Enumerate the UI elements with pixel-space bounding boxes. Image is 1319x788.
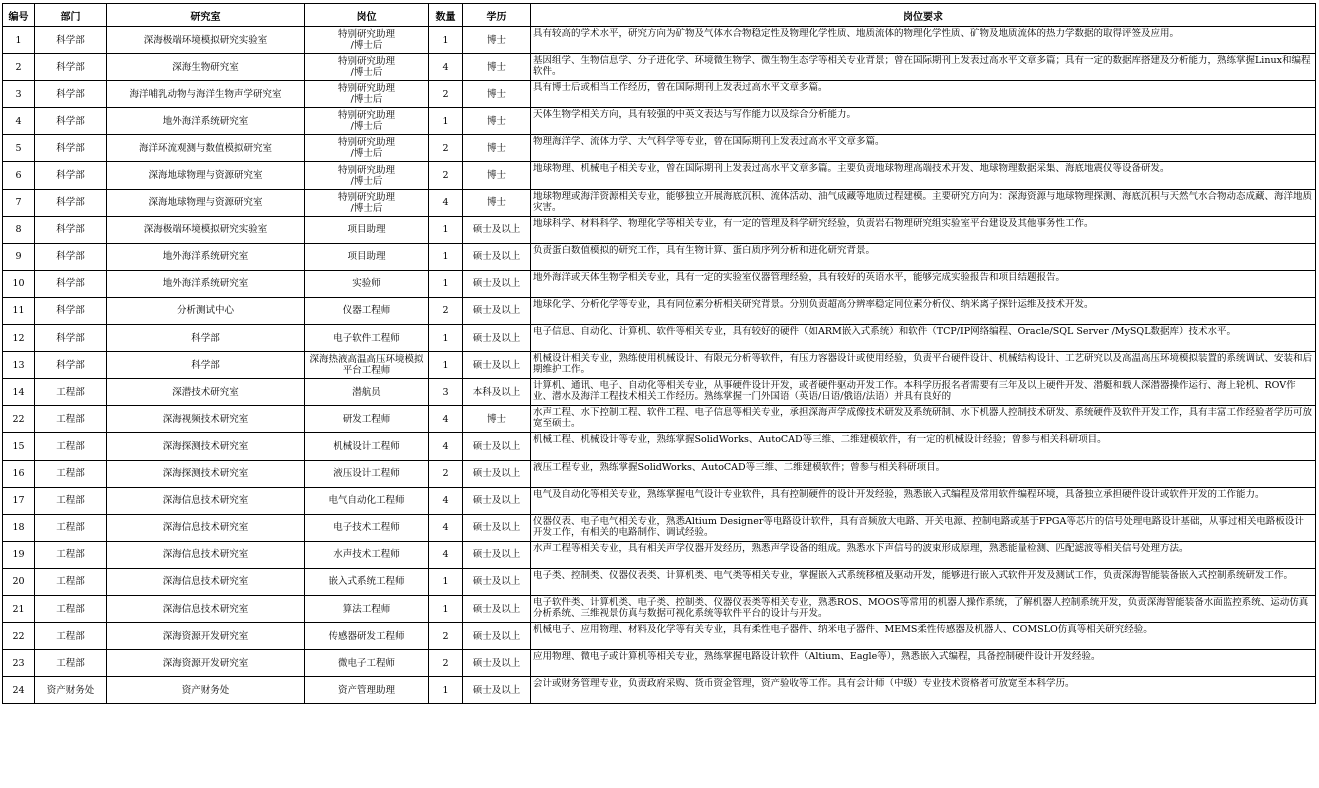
- cell-degree: 硕士及以上: [463, 487, 531, 514]
- table-row: [3, 189, 1316, 216]
- cell-no: 6: [3, 162, 35, 189]
- requirements-text: 地外海洋或天体生物学相关专业，具有一定的实验室仪器管理经验，具有较好的英语水平，能够完成实验报告和项目结题报告。: [533, 271, 1066, 283]
- header-position: 岗位: [305, 4, 429, 27]
- cell-position: 特别研究助理 /博士后: [305, 108, 429, 135]
- cell-no: 9: [3, 243, 35, 270]
- cell-requirements: [531, 433, 1316, 460]
- table-row: [3, 352, 1316, 379]
- cell-position: 电子软件工程师: [305, 325, 429, 352]
- table-row: [3, 325, 1316, 352]
- cell-lab: 科学部: [107, 352, 305, 379]
- header-dept: 部门: [35, 4, 107, 27]
- cell-count: 3: [429, 379, 463, 406]
- cell-degree: 博士: [463, 54, 531, 81]
- cell-degree: 博士: [463, 406, 531, 433]
- cell-count: 1: [429, 108, 463, 135]
- cell-count: 1: [429, 677, 463, 704]
- cell-count: 1: [429, 243, 463, 270]
- cell-requirements: [531, 216, 1316, 243]
- cell-degree: 博士: [463, 27, 531, 54]
- header-row: [3, 4, 1316, 27]
- cell-requirements: [531, 568, 1316, 595]
- cell-position: 电气自动化工程师: [305, 487, 429, 514]
- cell-position: 项目助理: [305, 216, 429, 243]
- cell-requirements: [531, 270, 1316, 297]
- cell-dept: 科学部: [35, 270, 107, 297]
- cell-lab: 深海信息技术研究室: [107, 487, 305, 514]
- cell-no: 16: [3, 460, 35, 487]
- table-body: [3, 27, 1316, 704]
- cell-dept: 科学部: [35, 162, 107, 189]
- cell-lab: 深海探测技术研究室: [107, 460, 305, 487]
- cell-dept: 工程部: [35, 460, 107, 487]
- cell-no: 19: [3, 541, 35, 568]
- table-row: [3, 54, 1316, 81]
- table-row: [3, 162, 1316, 189]
- table-row: [3, 514, 1316, 541]
- cell-dept: 工程部: [35, 541, 107, 568]
- cell-no: 5: [3, 135, 35, 162]
- requirements-text: 应用物理、微电子或计算机等相关专业，熟练掌握电路设计软件（Altium、Eagle等），熟悉嵌入式编程，具备控制硬件设计开发经验。: [533, 651, 1101, 663]
- cell-requirements: [531, 108, 1316, 135]
- cell-no: 12: [3, 325, 35, 352]
- cell-requirements: [531, 406, 1316, 433]
- cell-count: 1: [429, 216, 463, 243]
- cell-no: 3: [3, 81, 35, 108]
- cell-no: 17: [3, 487, 35, 514]
- cell-dept: 科学部: [35, 108, 107, 135]
- requirements-text: 地球物理、机械电子相关专业，曾在国际期刊上发表过高水平文章多篇。主要负责地球物理高端技术开发、地球物理数据采集、海底地震仪等设备研发。: [533, 163, 1170, 175]
- cell-no: 7: [3, 189, 35, 216]
- cell-requirements: [531, 650, 1316, 677]
- cell-degree: 硕士及以上: [463, 352, 531, 379]
- cell-count: 2: [429, 81, 463, 108]
- cell-position: 电子技术工程师: [305, 514, 429, 541]
- cell-position: 研发工程师: [305, 406, 429, 433]
- cell-dept: 科学部: [35, 216, 107, 243]
- table-row: [3, 135, 1316, 162]
- requirements-text: 基因组学、生物信息学、分子进化学、环境微生物学、微生物生态学等相关专业背景；曾在国际期刊上发表过高水平文章多篇；具有一定的数据库搭建及分析能力，熟练掌握Linux和编程软件。: [533, 55, 1311, 78]
- cell-lab: 地外海洋系统研究室: [107, 270, 305, 297]
- cell-no: 1: [3, 27, 35, 54]
- cell-requirements: [531, 54, 1316, 81]
- cell-no: 23: [3, 650, 35, 677]
- requirements-text: 电气及自动化等相关专业，熟练掌握电气设计专业软件，具有控制硬件的设计开发经验，熟悉嵌入式编程及常用软件编程环境，具备独立承担硬件设计或软件开发的工作能力。: [533, 488, 1265, 500]
- cell-lab: 深海信息技术研究室: [107, 595, 305, 622]
- requirements-text: 电子类、控制类、仪器仪表类、计算机类、电气类等相关专业，掌握嵌入式系统移植及驱动开发，能够进行嵌入式软件开发及测试工作，负责深海智能装备嵌入式控制系统研发工作。: [533, 569, 1294, 581]
- cell-position: 传感器研发工程师: [305, 623, 429, 650]
- cell-requirements: [531, 514, 1316, 541]
- cell-dept: 工程部: [35, 433, 107, 460]
- cell-lab: 深海地球物理与资源研究室: [107, 189, 305, 216]
- cell-degree: 博士: [463, 81, 531, 108]
- requirements-text: 物理海洋学、流体力学、大气科学等专业，曾在国际期刊上发表过高水平文章多篇。: [533, 136, 885, 148]
- requirements-text: 负责蛋白数值模拟的研究工作，具有生物计算、蛋白质序列分析和进化研究背景。: [533, 244, 876, 256]
- table-row: [3, 297, 1316, 324]
- cell-dept: 资产财务处: [35, 677, 107, 704]
- cell-lab: 深海资源开发研究室: [107, 623, 305, 650]
- table-row: [3, 568, 1316, 595]
- cell-dept: 科学部: [35, 297, 107, 324]
- cell-dept: 科学部: [35, 352, 107, 379]
- cell-requirements: [531, 27, 1316, 54]
- cell-lab: 深海极端环境模拟研究实验室: [107, 216, 305, 243]
- cell-lab: 资产财务处: [107, 677, 305, 704]
- table-row: [3, 650, 1316, 677]
- cell-requirements: [531, 595, 1316, 622]
- cell-dept: 科学部: [35, 27, 107, 54]
- requirements-text: 水声工程、水下控制工程、软件工程、电子信息等相关专业，承担深海声学成像技术研发及系统研制、水下机器人控制技术研发、系统硬件及软件开发工作，具有丰富工作经验者学历可放宽至硕士。: [533, 407, 1313, 430]
- requirements-text: 地球科学、材料科学、物理化学等相关专业，有一定的管理及科学研究经验，负责岩石物理研究组实验室平台建设及其他事务性工作。: [533, 217, 1094, 229]
- cell-count: 2: [429, 162, 463, 189]
- cell-degree: 博士: [463, 135, 531, 162]
- header-requirements: 岗位要求: [531, 4, 1316, 27]
- cell-requirements: [531, 81, 1316, 108]
- requirements-text: 计算机、通讯、电子、自动化等相关专业，从事硬件设计开发，或者硬件驱动开发工作。本科学历报名者需要有三年及以上硬件开发、潜艇和载人深潜器操作运行、海上轮机、ROV作业、潜水及海洋工程技术相关工作经历。熟练掌握一门外国语（英语/日语/俄语/法语）并具有良好的: [533, 380, 1296, 403]
- cell-no: 14: [3, 379, 35, 406]
- cell-requirements: [531, 623, 1316, 650]
- cell-position: 特别研究助理 /博士后: [305, 81, 429, 108]
- cell-requirements: [531, 162, 1316, 189]
- cell-position: 嵌入式系统工程师: [305, 568, 429, 595]
- cell-degree: 硕士及以上: [463, 623, 531, 650]
- cell-no: 18: [3, 514, 35, 541]
- cell-position: 微电子工程师: [305, 650, 429, 677]
- cell-position: 特别研究助理 /博士后: [305, 54, 429, 81]
- cell-degree: 硕士及以上: [463, 270, 531, 297]
- cell-lab: 深海生物研究室: [107, 54, 305, 81]
- cell-lab: 深海信息技术研究室: [107, 541, 305, 568]
- cell-degree: 博士: [463, 189, 531, 216]
- requirements-text: 电子软件类、计算机类、电子类、控制类、仪器仪表类等相关专业，熟悉ROS、MOOS等常用的机器人操作系统，了解机器人控制系统开发，负责深海智能装备水面监控系统、运动仿真分析系统、三维视景仿真与数据可视化系统等软件平台的设计与开发。: [533, 596, 1309, 619]
- table-row: [3, 108, 1316, 135]
- cell-count: 1: [429, 352, 463, 379]
- cell-lab: 地外海洋系统研究室: [107, 108, 305, 135]
- cell-position: 特别研究助理 /博士后: [305, 135, 429, 162]
- cell-dept: 科学部: [35, 81, 107, 108]
- cell-count: 4: [429, 189, 463, 216]
- table-row: [3, 487, 1316, 514]
- cell-lab: 科学部: [107, 325, 305, 352]
- cell-dept: 工程部: [35, 514, 107, 541]
- table-row: [3, 623, 1316, 650]
- requirements-text: 仪器仪表、电子电气相关专业，熟悉Altium Designer等电路设计软件，具有音频放大电路、开关电源、控制电路或基于FPGA等芯片的信号处理电路设计基础，从事过相关电路板设计开发工作，有相关的电路制作、调试经验。: [533, 515, 1304, 538]
- cell-no: 2: [3, 54, 35, 81]
- cell-degree: 博士: [463, 162, 531, 189]
- job-table: [2, 3, 1316, 704]
- cell-no: 24: [3, 677, 35, 704]
- cell-lab: 地外海洋系统研究室: [107, 243, 305, 270]
- cell-position: 深海热液高温高压环境模拟平台工程师: [305, 352, 429, 379]
- requirements-text: 液压工程专业，熟练掌握SolidWorks、AutoCAD等三维、二维建模软件；曾参与相关科研项目。: [533, 461, 946, 473]
- cell-lab: 分析测试中心: [107, 297, 305, 324]
- cell-count: 4: [429, 406, 463, 433]
- requirements-text: 天体生物学相关方向，具有较强的中英文表达与写作能力以及综合分析能力。: [533, 109, 857, 121]
- cell-position: 水声技术工程师: [305, 541, 429, 568]
- cell-requirements: [531, 297, 1316, 324]
- requirements-text: 地球物理或海洋资源相关专业，能够独立开展海底沉积、流体活动、油气成藏等地质过程建模。主要研究方向为：深海资源与地球物理探测、海底沉积与天然气水合物动态成藏、海洋地质灾害。: [533, 190, 1313, 213]
- cell-no: 20: [3, 568, 35, 595]
- cell-lab: 深海探测技术研究室: [107, 433, 305, 460]
- cell-count: 1: [429, 568, 463, 595]
- cell-position: 项目助理: [305, 243, 429, 270]
- cell-position: 特别研究助理 /博士后: [305, 27, 429, 54]
- cell-position: 特别研究助理 /博士后: [305, 189, 429, 216]
- cell-requirements: [531, 243, 1316, 270]
- cell-dept: 工程部: [35, 568, 107, 595]
- table-row: [3, 541, 1316, 568]
- cell-lab: 深海信息技术研究室: [107, 514, 305, 541]
- requirements-text: 具有较高的学术水平，研究方向为矿物及气体水合物稳定性及物理化学性质、地质流体的物理化学性质、矿物及地质流体的热力学数据的取得评签及应用。: [533, 28, 1180, 39]
- requirements-text: 机械设计相关专业，熟练使用机械设计、有限元分析等软件，有压力容器设计或使用经验，负责平台硬件设计、机械结构设计、工艺研究以及高温高压环境模拟装置的系统调试、安装和后期维护工作。: [533, 353, 1313, 376]
- requirements-text: 机械电子、应用物理、材料及化学等有关专业，具有柔性电子器件、纳米电子器件、MEMS柔性传感器及机器人、COMSLO仿真等相关研究经验。: [533, 624, 1153, 636]
- table-row: [3, 270, 1316, 297]
- table-row: [3, 406, 1316, 433]
- cell-count: 2: [429, 623, 463, 650]
- cell-no: 22: [3, 406, 35, 433]
- table-row: [3, 677, 1316, 704]
- cell-count: 4: [429, 54, 463, 81]
- cell-count: 4: [429, 541, 463, 568]
- cell-dept: 工程部: [35, 623, 107, 650]
- cell-count: 1: [429, 27, 463, 54]
- header-lab: 研究室: [107, 4, 305, 27]
- cell-dept: 工程部: [35, 379, 107, 406]
- cell-requirements: [531, 189, 1316, 216]
- cell-requirements: [531, 487, 1316, 514]
- requirements-text: 水声工程等相关专业，具有相关声学仪器开发经历，熟悉声学设备的组成。熟悉水下声信号的波束形成原理，熟悉能量检测、匹配滤波等相关信号处理方法。: [533, 542, 1189, 554]
- requirements-text: 会计或财务管理专业，负责政府采购、货币资金管理，资产验收等工作。具有会计师（中级）专业技术资格者可放宽至本科学历。: [533, 678, 1075, 690]
- cell-degree: 硕士及以上: [463, 541, 531, 568]
- cell-dept: 科学部: [35, 54, 107, 81]
- cell-dept: 工程部: [35, 406, 107, 433]
- cell-dept: 工程部: [35, 487, 107, 514]
- cell-count: 2: [429, 460, 463, 487]
- cell-lab: 深海资源开发研究室: [107, 650, 305, 677]
- cell-degree: 硕士及以上: [463, 514, 531, 541]
- cell-count: 2: [429, 650, 463, 677]
- cell-no: 13: [3, 352, 35, 379]
- table-row: [3, 81, 1316, 108]
- cell-dept: 工程部: [35, 650, 107, 677]
- cell-lab: 深潜技术研究室: [107, 379, 305, 406]
- cell-dept: 科学部: [35, 135, 107, 162]
- requirements-text: 机械工程、机械设计等专业，熟练掌握SolidWorks、AutoCAD等三维、二维建模软件，有一定的机械设计经验；曾参与相关科研项目。: [533, 434, 1107, 446]
- cell-dept: 科学部: [35, 325, 107, 352]
- cell-position: 算法工程师: [305, 595, 429, 622]
- cell-requirements: [531, 541, 1316, 568]
- cell-degree: 硕士及以上: [463, 650, 531, 677]
- cell-no: 4: [3, 108, 35, 135]
- cell-position: 机械设计工程师: [305, 433, 429, 460]
- cell-degree: 硕士及以上: [463, 460, 531, 487]
- cell-position: 特别研究助理 /博士后: [305, 162, 429, 189]
- cell-lab: 深海信息技术研究室: [107, 568, 305, 595]
- table-row: [3, 243, 1316, 270]
- cell-dept: 科学部: [35, 243, 107, 270]
- cell-count: 2: [429, 297, 463, 324]
- cell-position: 液压设计工程师: [305, 460, 429, 487]
- cell-position: 仪器工程师: [305, 297, 429, 324]
- cell-degree: 硕士及以上: [463, 297, 531, 324]
- cell-lab: 深海视频技术研究室: [107, 406, 305, 433]
- cell-count: 2: [429, 135, 463, 162]
- cell-dept: 科学部: [35, 189, 107, 216]
- header-degree: 学历: [463, 4, 531, 27]
- table-row: [3, 433, 1316, 460]
- header-count: 数量: [429, 4, 463, 27]
- table-row: [3, 27, 1316, 54]
- cell-requirements: [531, 135, 1316, 162]
- cell-count: 4: [429, 433, 463, 460]
- cell-requirements: [531, 379, 1316, 406]
- cell-no: 10: [3, 270, 35, 297]
- table-row: [3, 379, 1316, 406]
- table-row: [3, 595, 1316, 622]
- cell-count: 4: [429, 514, 463, 541]
- cell-lab: 海洋哺乳动物与海洋生物声学研究室: [107, 81, 305, 108]
- cell-count: 4: [429, 487, 463, 514]
- cell-no: 15: [3, 433, 35, 460]
- cell-requirements: [531, 460, 1316, 487]
- cell-degree: 硕士及以上: [463, 568, 531, 595]
- table-row: [3, 460, 1316, 487]
- cell-count: 1: [429, 325, 463, 352]
- cell-degree: 硕士及以上: [463, 677, 531, 704]
- requirements-text: 电子信息、自动化、计算机、软件等相关专业，具有较好的硬件（如ARM嵌入式系统）和软件（TCP/IP网络编程、Oracle/SQL Server /MySQL数据库）技术水平。: [533, 326, 1237, 338]
- cell-lab: 深海地球物理与资源研究室: [107, 162, 305, 189]
- cell-requirements: [531, 677, 1316, 704]
- cell-count: 1: [429, 270, 463, 297]
- cell-position: 实验师: [305, 270, 429, 297]
- cell-requirements: [531, 325, 1316, 352]
- cell-degree: 硕士及以上: [463, 325, 531, 352]
- cell-count: 1: [429, 595, 463, 622]
- header-no: 编号: [3, 4, 35, 27]
- table-row: [3, 216, 1316, 243]
- cell-no: 22: [3, 623, 35, 650]
- cell-no: 8: [3, 216, 35, 243]
- cell-degree: 博士: [463, 108, 531, 135]
- cell-position: 资产管理助理: [305, 677, 429, 704]
- cell-position: 潜航员: [305, 379, 429, 406]
- cell-lab: 海洋环流观测与数值模拟研究室: [107, 135, 305, 162]
- cell-lab: 深海极端环境模拟研究实验室: [107, 27, 305, 54]
- cell-requirements: [531, 352, 1316, 379]
- cell-degree: 硕士及以上: [463, 243, 531, 270]
- cell-degree: 硕士及以上: [463, 433, 531, 460]
- requirements-text: 具有博士后或相当工作经历，曾在国际期刊上发表过高水平文章多篇。: [533, 82, 828, 94]
- cell-no: 21: [3, 595, 35, 622]
- cell-dept: 工程部: [35, 595, 107, 622]
- cell-degree: 硕士及以上: [463, 595, 531, 622]
- cell-degree: 硕士及以上: [463, 216, 531, 243]
- cell-no: 11: [3, 297, 35, 324]
- cell-degree: 本科及以上: [463, 379, 531, 406]
- requirements-text: 地球化学、分析化学等专业，具有同位素分析相关研究背景。分别负责超高分辨率稳定同位素分析仪、纳米离子探针运维及技术开发。: [533, 298, 1094, 310]
